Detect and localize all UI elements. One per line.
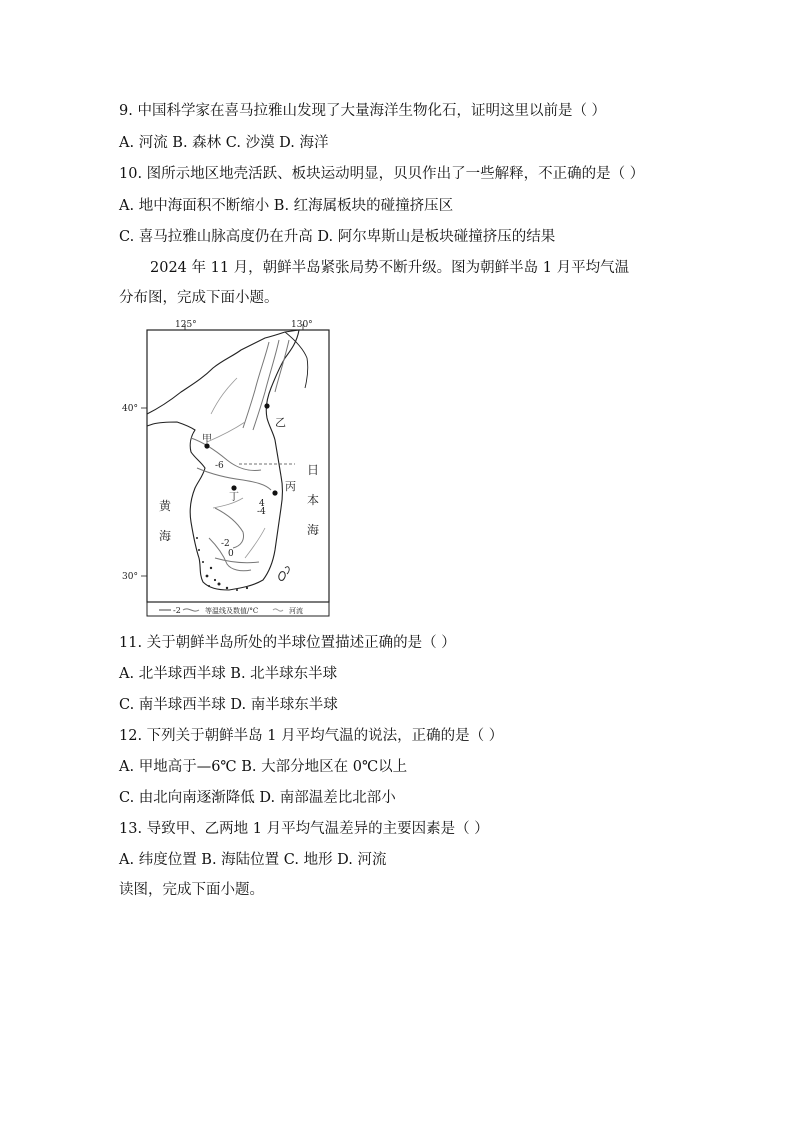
question-10-options-2: C. 喜马拉雅山脉高度仍在升高 D. 阿尔卑斯山是板块碰撞挤压的结果 <box>119 229 556 245</box>
question-11: 11. 关于朝鲜半岛所处的半球位置描述正确的是（ ） <box>119 635 456 651</box>
question-12-options-2: C. 由北向南逐渐降低 D. 南部温差比北部小 <box>119 790 396 806</box>
isotherm-north-1 <box>243 342 269 428</box>
question-9: 9. 中国科学家在喜马拉雅山发现了大量海洋生物化石，证明这里以前是（ ） <box>119 103 607 119</box>
lon-130-label: 130° <box>291 320 313 330</box>
sea-yellow-1: 黄 <box>159 499 172 513</box>
intro-line-2: 分布图，完成下面小题。 <box>119 290 279 306</box>
question-11-options-2: C. 南半球西半球 D. 南半球东半球 <box>119 697 338 713</box>
question-12: 12. 下列关于朝鲜半岛 1 月平均气温的说法，正确的是（ ） <box>119 728 504 744</box>
iso-label-4: 4 <box>259 499 265 509</box>
iso-label-minus4: -4 <box>257 507 266 517</box>
sea-japan-1: 日 <box>307 463 320 477</box>
map-frame <box>147 330 329 602</box>
lat-40-label: 40° <box>122 404 138 414</box>
point-ding <box>231 485 236 490</box>
iso-label-minus2: -2 <box>221 539 230 549</box>
isotherm-south <box>215 558 259 563</box>
river-2 <box>207 422 245 442</box>
sea-yellow-2: 海 <box>159 529 172 543</box>
question-9-options: A. 河流 B. 森林 C. 沙漠 D. 海洋 <box>119 135 329 151</box>
point-bing <box>272 490 277 495</box>
question-12-options-1: A. 甲地高于—6℃ B. 大部分地区在 0℃以上 <box>119 759 408 775</box>
lon-125-label: 125° <box>175 320 197 330</box>
label-jia: 甲 <box>202 434 212 445</box>
read-instruction: 读图，完成下面小题。 <box>119 882 264 898</box>
peninsula-coastline <box>147 330 299 590</box>
legend-isotherm: 等温线及数值/°C <box>205 607 259 615</box>
river-1 <box>211 378 237 414</box>
legend-river: 河流 <box>289 607 303 615</box>
sea-japan-3: 海 <box>307 523 320 537</box>
label-bing: 丙 <box>285 480 296 493</box>
intro-line-1: 2024 年 11 月，朝鲜半岛紧张局势不断升级。图为朝鲜半岛 1 月平均气温 <box>150 260 630 276</box>
question-13-options: A. 纬度位置 B. 海陆位置 C. 地形 D. 河流 <box>119 852 387 868</box>
question-10: 10. 图所示地区地壳活跃、板块运动明显，贝贝作出了一些解释，不正确的是（ ） <box>119 166 645 182</box>
korea-temperature-map <box>119 318 333 618</box>
question-13: 13. 导致甲、乙两地 1 月平均气温差异的主要因素是（ ） <box>119 821 489 837</box>
river-4 <box>245 528 265 558</box>
question-11-options-1: A. 北半球西半球 B. 北半球东半球 <box>119 666 338 682</box>
question-10-options-1: A. 地中海面积不断缩小 B. 红海属板块的碰撞挤压区 <box>119 198 454 214</box>
iso-label-minus6: -6 <box>215 461 224 471</box>
legend-value: -2 <box>173 606 181 615</box>
iso-label-0: 0 <box>228 549 234 559</box>
sea-japan-2: 本 <box>307 493 320 507</box>
label-ding: 丁 <box>229 492 239 503</box>
lat-30-label: 30° <box>122 572 138 582</box>
point-yi <box>264 403 269 408</box>
label-yi: 乙 <box>275 416 286 429</box>
